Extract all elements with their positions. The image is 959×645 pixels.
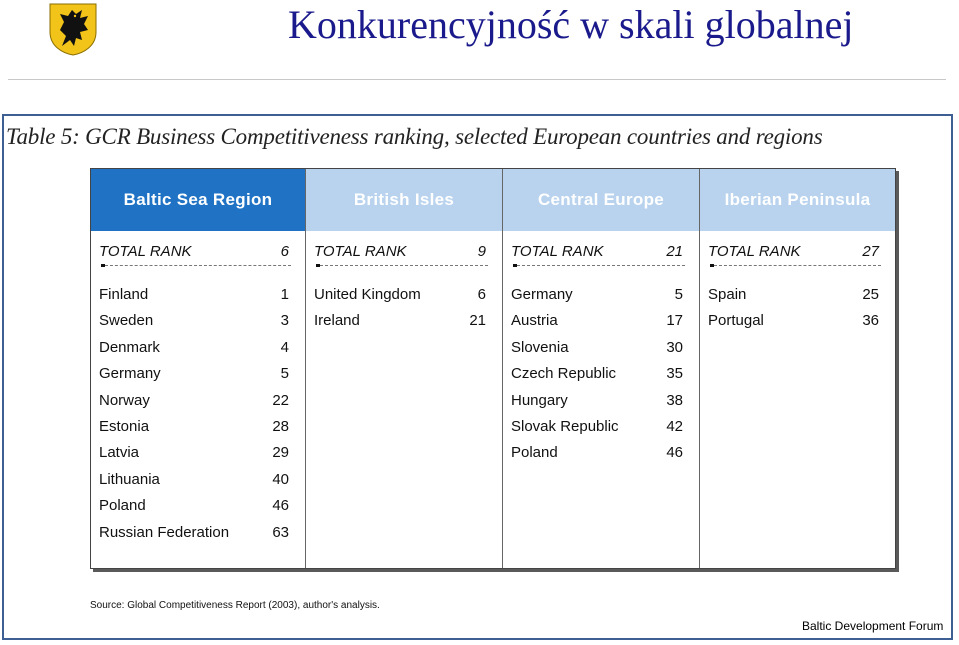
country-rank: 29 <box>272 444 289 462</box>
country-row <box>511 391 683 417</box>
country-name: Finland <box>99 286 149 303</box>
country-rank: 38 <box>666 391 683 409</box>
country-name: Germany <box>99 365 161 383</box>
country-name: Austria <box>511 312 558 330</box>
country-rank: 17 <box>666 312 683 330</box>
country-row <box>708 311 879 337</box>
country-rank: 42 <box>666 417 683 435</box>
country-rank: 35 <box>666 365 683 383</box>
country-list <box>708 285 879 338</box>
country-row <box>99 443 289 469</box>
total-rank-value: 27 <box>862 243 879 260</box>
country-name: Denmark <box>99 338 160 356</box>
slide-title: Konkurencyjność w skali globalnej <box>288 2 854 47</box>
country-rank: 22 <box>272 391 289 409</box>
total-rank-row <box>99 243 289 260</box>
total-rank-value: 6 <box>280 243 289 260</box>
country-name: Poland <box>511 444 558 462</box>
country-name: Hungary <box>511 391 568 409</box>
country-row <box>511 338 683 364</box>
region-header: Central Europe <box>503 169 699 231</box>
country-row <box>511 311 683 337</box>
country-row <box>99 391 289 417</box>
region-header: British Isles <box>306 169 502 231</box>
country-list <box>511 285 683 470</box>
country-rank: 5 <box>674 286 683 303</box>
country-rank: 46 <box>666 444 683 462</box>
total-rank-row <box>708 243 879 260</box>
table-caption: Table 5: GCR Business Competitiveness ranking, selected European countries and regions <box>6 124 823 149</box>
country-name: Russian Federation <box>99 523 230 541</box>
country-rank: 1 <box>280 286 289 303</box>
total-rank-label: TOTAL RANK <box>314 243 407 260</box>
region-column <box>502 169 699 568</box>
country-name: Slovak Republic <box>511 417 619 435</box>
country-name: Spain <box>708 286 747 303</box>
country-row <box>511 417 683 443</box>
country-name: Germany <box>511 286 573 303</box>
country-rank: 46 <box>272 497 289 515</box>
griffin-coat-of-arms-icon <box>48 2 98 56</box>
country-row <box>99 285 289 311</box>
country-name: Portugal <box>708 312 764 330</box>
country-row <box>99 523 289 549</box>
country-row <box>511 364 683 390</box>
country-name: Sweden <box>99 312 154 330</box>
country-name: Latvia <box>99 444 140 462</box>
source-note: Source: Global Competitiveness Report (2003), author's analysis. <box>90 600 380 611</box>
ranking-table-body <box>90 168 896 569</box>
country-name: Norway <box>99 391 150 409</box>
country-row <box>708 285 879 311</box>
country-name: Lithuania <box>99 470 160 488</box>
country-row <box>511 285 683 311</box>
dashed-divider <box>320 265 488 266</box>
total-rank-label: TOTAL RANK <box>511 243 604 260</box>
country-name: Czech Republic <box>511 365 617 383</box>
country-row <box>99 417 289 443</box>
title-divider <box>8 79 946 80</box>
footer-text: Baltic Development Forum <box>802 619 944 633</box>
region-header: Baltic Sea Region <box>91 169 305 231</box>
country-row <box>314 311 486 337</box>
country-rank: 28 <box>272 417 289 435</box>
total-rank-label: TOTAL RANK <box>99 243 192 260</box>
country-row <box>99 470 289 496</box>
dashed-divider <box>517 265 685 266</box>
country-row <box>99 311 289 337</box>
dashed-divider <box>714 265 881 266</box>
country-rank: 63 <box>272 523 289 541</box>
region-column <box>699 169 895 568</box>
total-rank-label: TOTAL RANK <box>708 243 801 260</box>
country-rank: 21 <box>469 312 486 330</box>
country-rank: 40 <box>272 470 289 488</box>
country-rank: 36 <box>862 312 879 330</box>
country-rank: 3 <box>280 312 289 330</box>
country-row <box>99 338 289 364</box>
country-rank: 4 <box>280 338 289 356</box>
country-name: Slovenia <box>511 338 569 356</box>
country-row <box>99 496 289 522</box>
country-rank: 30 <box>666 338 683 356</box>
country-rank: 25 <box>862 286 879 303</box>
country-name: Ireland <box>314 312 360 330</box>
country-row <box>511 443 683 469</box>
country-row <box>99 364 289 390</box>
country-name: Estonia <box>99 417 150 435</box>
country-name: Poland <box>99 497 146 515</box>
dashed-divider <box>105 265 291 266</box>
region-column <box>305 169 502 568</box>
total-rank-row <box>314 243 486 260</box>
region-column <box>91 169 305 568</box>
ranking-table <box>90 168 896 569</box>
country-row <box>314 285 486 311</box>
country-name: United Kingdom <box>314 286 421 303</box>
total-rank-value: 21 <box>666 243 683 260</box>
country-list <box>99 285 289 549</box>
country-rank: 6 <box>477 286 486 303</box>
total-rank-row <box>511 243 683 260</box>
total-rank-value: 9 <box>477 243 486 260</box>
country-rank: 5 <box>280 365 289 383</box>
region-header: Iberian Peninsula <box>700 169 895 231</box>
country-list <box>314 285 486 338</box>
